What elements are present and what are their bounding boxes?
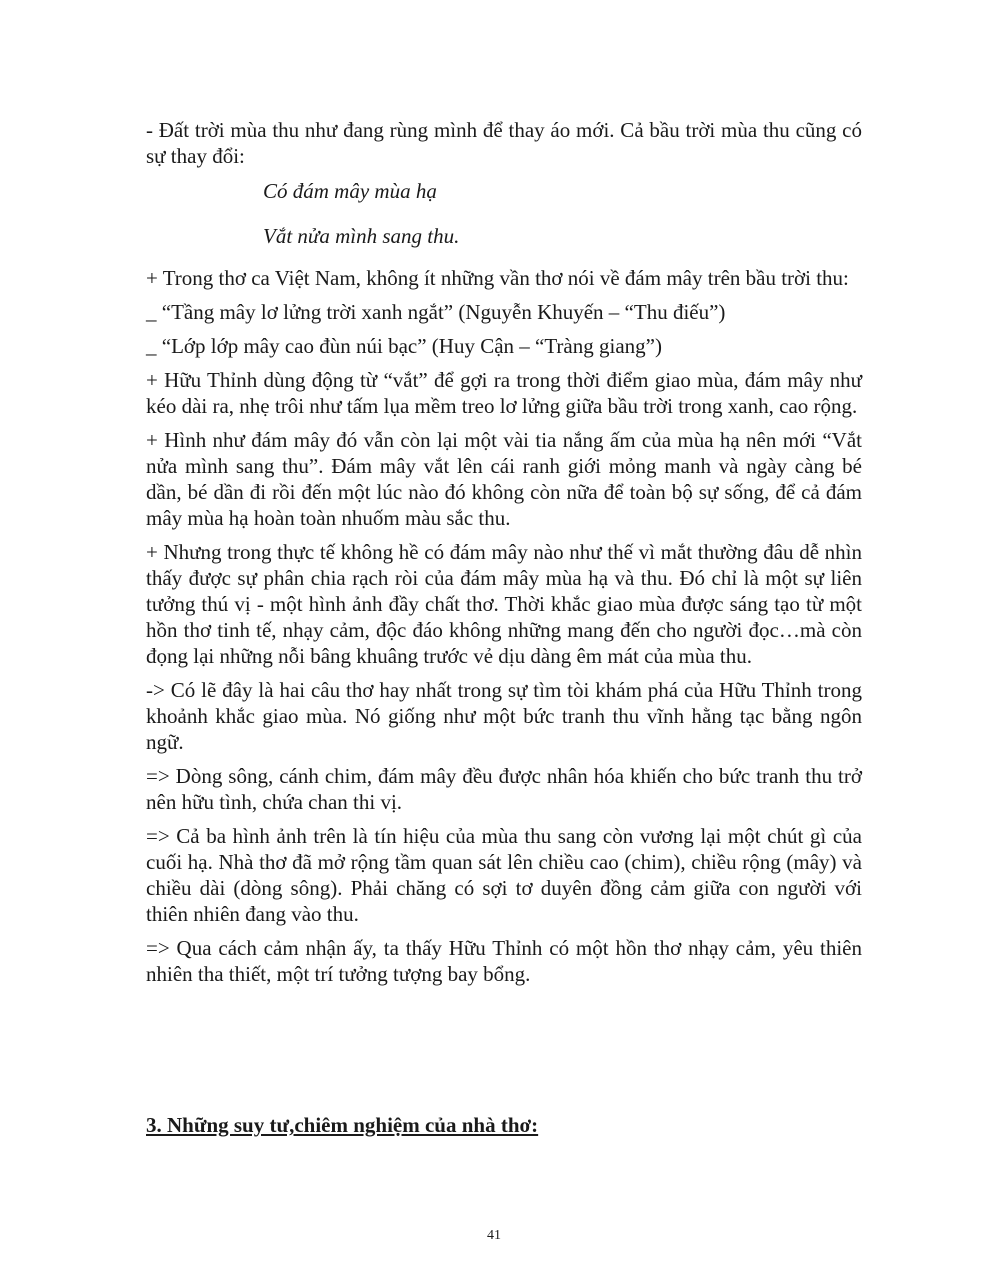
quote-huy-can: _ “Lớp lớp mây cao đùn núi bạc” (Huy Cận – “Tràng giang”) (146, 334, 662, 358)
page-number: 41 (487, 1228, 501, 1243)
paragraph-verb-vat: + Hữu Thỉnh dùng động từ “vắt” để gợi ra trong thời điểm giao mùa, đám mây như kéo dài ra, nhẹ trôi như tấm lụa mềm treo lơ lửng giữa bầu trời trong xanh, cao rộng. (146, 368, 862, 418)
document-body (146, 117, 862, 995)
paragraph-poetry-context: + Trong thơ ca Việt Nam, không ít những vần thơ nói về đám mây trên bầu trời thu: (146, 266, 849, 290)
paragraph-conclusion-1: -> Có lẽ đây là hai câu thơ hay nhất trong sự tìm tòi khám phá của Hữu Thỉnh trong khoảnh khắc giao mùa. Nó giống như một bức tranh thu vĩnh hằng tạc bằng ngôn ngữ. (146, 678, 862, 754)
paragraph-conclusion-2: => Dòng sông, cánh chim, đám mây đều được nhân hóa khiến cho bức tranh thu trở nên hữu tình, chứa chan thi vị. (146, 764, 862, 814)
verse-line-2: Vắt nửa mình sang thu. (263, 224, 460, 248)
section-heading: 3. Những suy tư,chiêm nghiệm của nhà thơ: (146, 1113, 539, 1137)
paragraph-reality: + Nhưng trong thực tế không hề có đám mây nào như thế vì mắt thường đâu dễ nhìn thấy được sự phân chia rạch ròi của đám mây mùa hạ và thu. Đó chỉ là một sự liên tưởng thú vị - một hình ảnh đầy chất thơ. Thời khắc giao mùa được sáng tạo từ một hồn thơ tinh tế, nhạy cảm, độc đáo không những mang đến cho người đọc…mà còn đọng lại những nỗi bâng khuâng trước vẻ dịu dàng êm mát của mùa thu. (146, 540, 862, 668)
verse-line-1: Có đám mây mùa hạ (263, 179, 437, 203)
verse-block (146, 173, 862, 255)
paragraph-conclusion-3: => Cả ba hình ảnh trên là tín hiệu của mùa thu sang còn vương lại một chút gì của cuối hạ. Nhà thơ đã mở rộng tầm quan sát lên chiều cao (chim), chiều rộng (mây) và chiều dài (dòng sông). Phải chăng có sợi tơ duyên đồng cảm giữa con người với thiên nhiên đang vào thu. (146, 824, 862, 926)
paragraph-conclusion-4: => Qua cách cảm nhận ấy, ta thấy Hữu Thỉnh có một hồn thơ nhạy cảm, yêu thiên nhiên tha thiết, một trí tưởng tượng bay bổng. (146, 936, 862, 986)
quote-nguyen-khuyen: _ “Tầng mây lơ lửng trời xanh ngắt” (Nguyễn Khuyến – “Thu điếu”) (146, 300, 726, 324)
paragraph-cloud-summer: + Hình như đám mây đó vẫn còn lại một vài tia nắng ấm của mùa hạ nên mới “Vắt nửa mình sang thu”. Đám mây vắt lên cái ranh giới mỏng manh và ngày càng bé dần, bé dần đi rồi đến một lúc nào đó không còn nữa để toàn bộ sự sống, để cả đám mây mùa hạ hoàn toàn nhuốm màu sắc thu. (146, 428, 862, 530)
paragraph-intro: - Đất trời mùa thu như đang rùng mình để thay áo mới. Cả bầu trời mùa thu cũng có sự thay đổi: (146, 118, 862, 168)
